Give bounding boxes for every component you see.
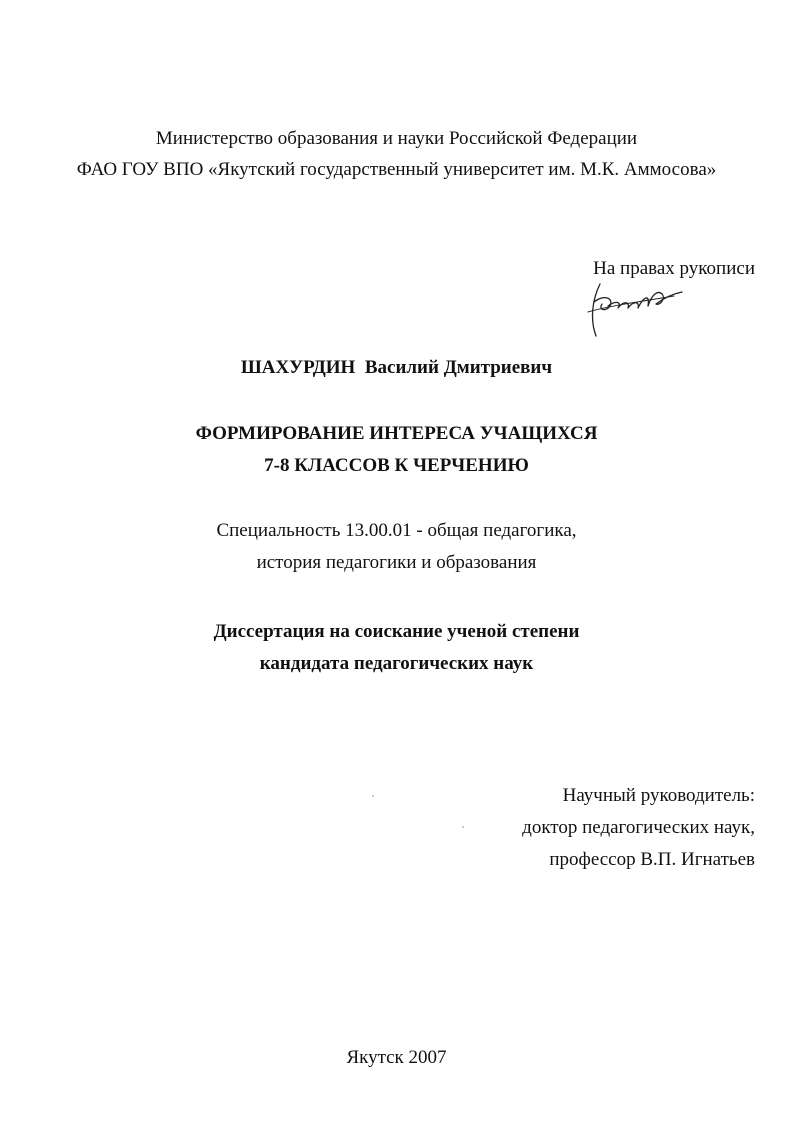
title-line-1: ФОРМИРОВАНИЕ ИНТЕРЕСА УЧАЩИХСЯ	[195, 423, 598, 444]
specialty-line-2: история педагогики и образования	[256, 552, 537, 573]
degree-line-2: кандидата педагогических наук	[259, 653, 534, 674]
author-name	[0, 357, 793, 379]
university-line: ФАО ГОУ ВПО «Якутский государственный университет им. М.К. Аммосова»	[76, 159, 717, 180]
ministry-line: Министерство образования и науки Российской Федерации	[155, 128, 638, 149]
specialty-line-1: Специальность 13.00.01 - общая педагогика,	[216, 520, 577, 541]
place-year: Якутск 2007	[346, 1047, 447, 1068]
supervisor-degree: доктор педагогических наук,	[522, 817, 755, 838]
manuscript-note: На правах рукописи	[593, 258, 755, 279]
author-given-names: Василий Дмитриевич	[364, 357, 553, 378]
author-surname: ШАХУРДИН	[240, 357, 356, 378]
supervisor-label: Научный руководитель:	[562, 785, 755, 806]
degree-line-1: Диссертация на соискание ученой степени	[213, 621, 580, 642]
supervisor-name: профессор В.П. Игнатьев	[549, 849, 755, 870]
scan-speck	[372, 795, 374, 797]
title-line-2: 7-8 КЛАССОВ К ЧЕРЧЕНИЮ	[264, 455, 529, 476]
scan-speck	[462, 826, 464, 828]
signature-icon	[578, 272, 698, 342]
